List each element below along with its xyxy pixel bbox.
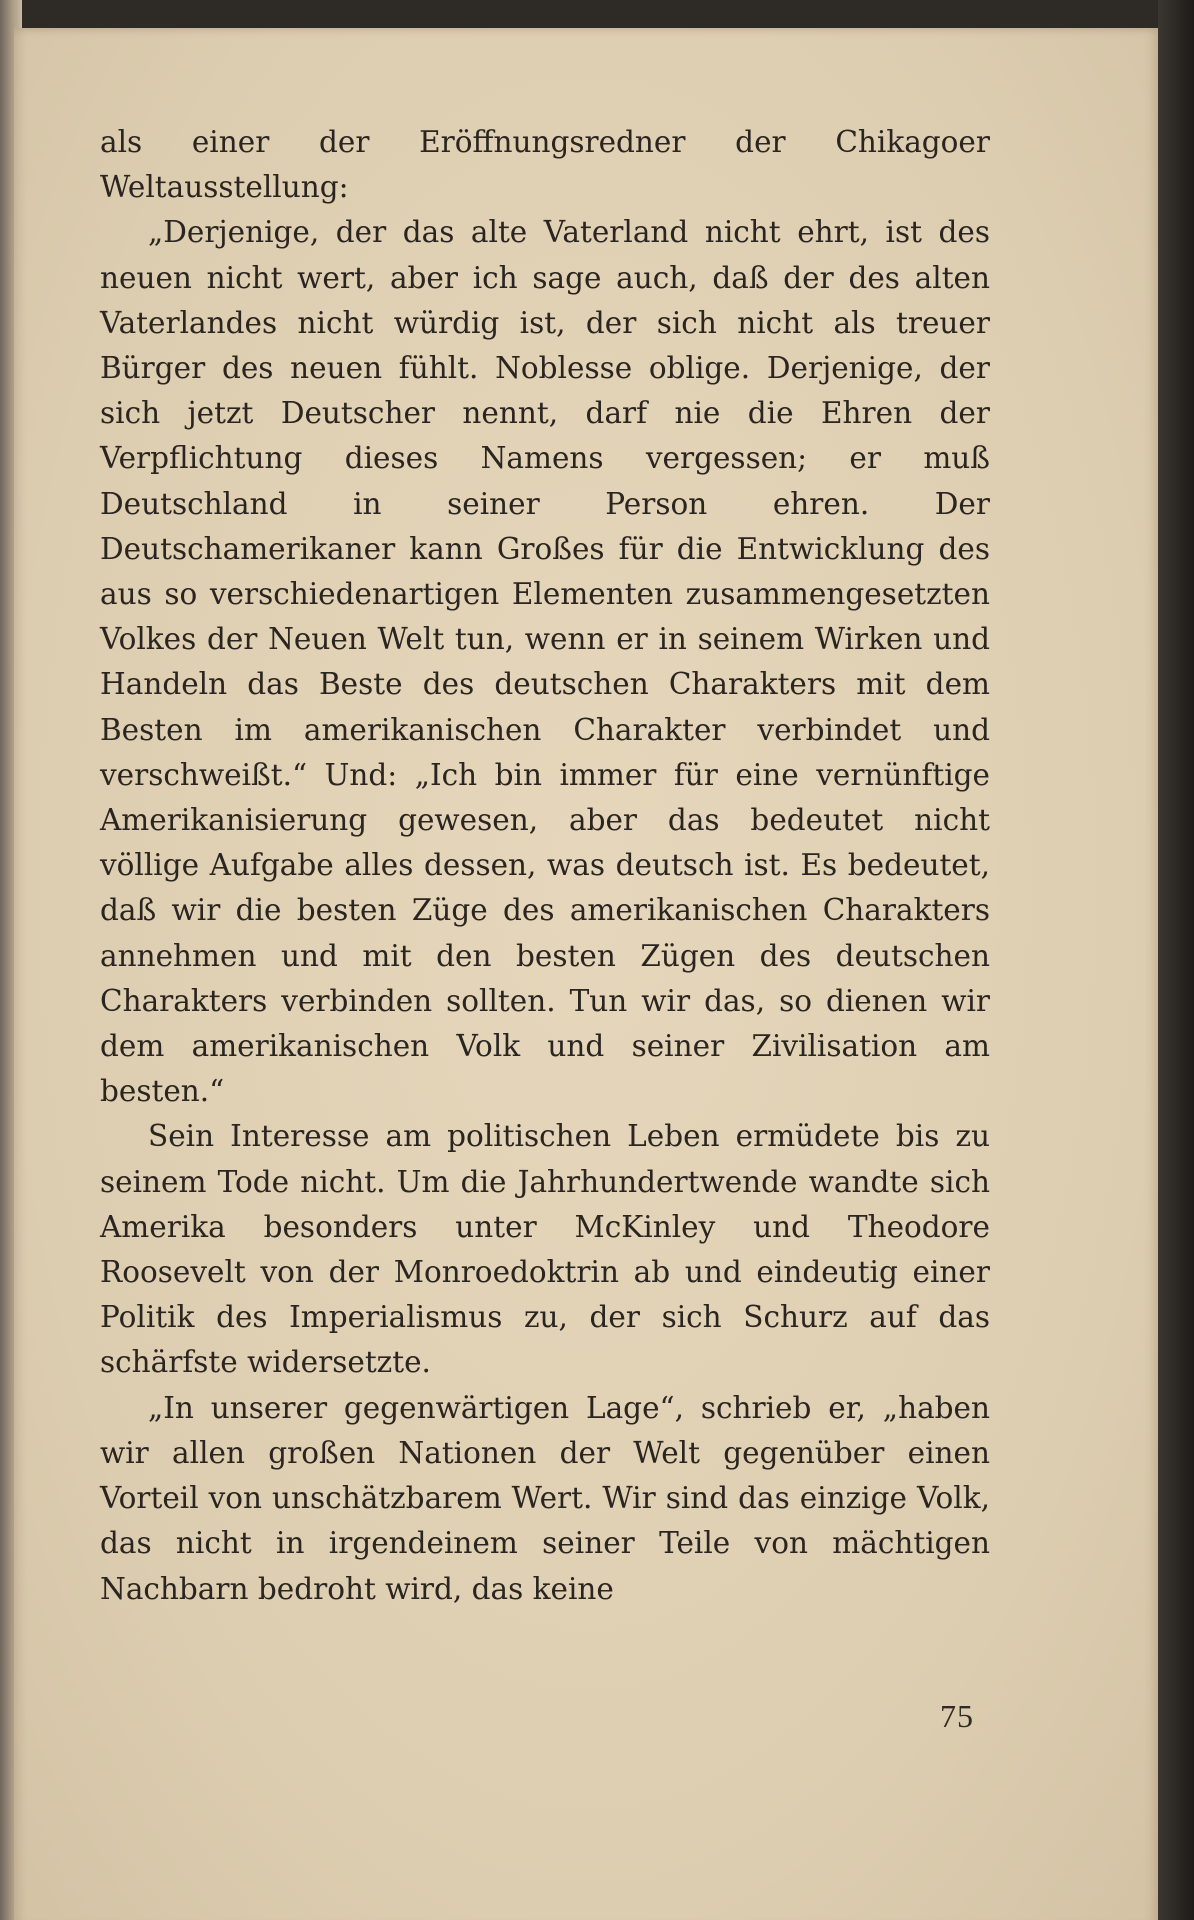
paragraph-continuation: als einer der Eröffnungsredner der Chikagoer Weltausstellung: xyxy=(100,125,990,205)
paragraph-quote: „Derjenige, der das alte Vaterland nicht ehrt, ist des neuen nicht wert, aber ich sage auch, daß der des alten Vaterlandes nicht würdig ist, der sich nicht als treuer Bürger des neuen fühlt. Noblesse oblige. Derjenige, der sich jetzt Deutscher nennt, darf nie die Ehren der Verpflichtung dieses Namens vergessen; er muß Deutschland in seiner Person ehren. Der Deutschamerikaner kann Großes für die Entwicklung des aus so verschiedenartigen Elementen zusammengesetzten Volkes der Neuen Welt tun, wenn er in seinem Wirken und Handeln das Beste des deutschen Charakters mit dem Besten im amerikanischen Charakter verbindet und verschweißt.“ Und: „Ich bin immer für eine vernünftige Amerikanisierung gewesen, aber das bedeutet nicht völlige Aufgabe alles dessen, was deutsch ist. Es bedeutet, daß wir die besten Züge des amerikanischen Charakters annehmen und mit den besten Zügen des deutschen Charakters verbinden sollten. Tun wir das, so dienen wir dem amerikanischen Volk und seiner Zivilisation am besten.“ xyxy=(100,215,990,1109)
body-text xyxy=(100,120,990,1612)
paragraph-politics: Sein Interesse am politischen Leben ermüdete bis zu seinem Tode nicht. Um die Jahrhundertwende wandte sich Amerika besonders unter McKinley und Theodore Roosevelt von der Monroedoktrin ab und eindeutig einer Politik des Imperialismus zu, der sich Schurz auf das schärfste widersetzte. xyxy=(100,1119,990,1380)
scan-background-edge xyxy=(1158,0,1194,1920)
paragraph-letter: „In unserer gegenwärtigen Lage“, schrieb er, „haben wir allen großen Nationen der Welt gegenüber einen Vorteil von unschätzbarem Wert. Wir sind das einzige Volk, das nicht in irgendeinem seiner Teile von mächtigen Nachbarn bedroht wird, das keine xyxy=(100,1390,990,1606)
page-number: 75 xyxy=(940,1698,974,1734)
